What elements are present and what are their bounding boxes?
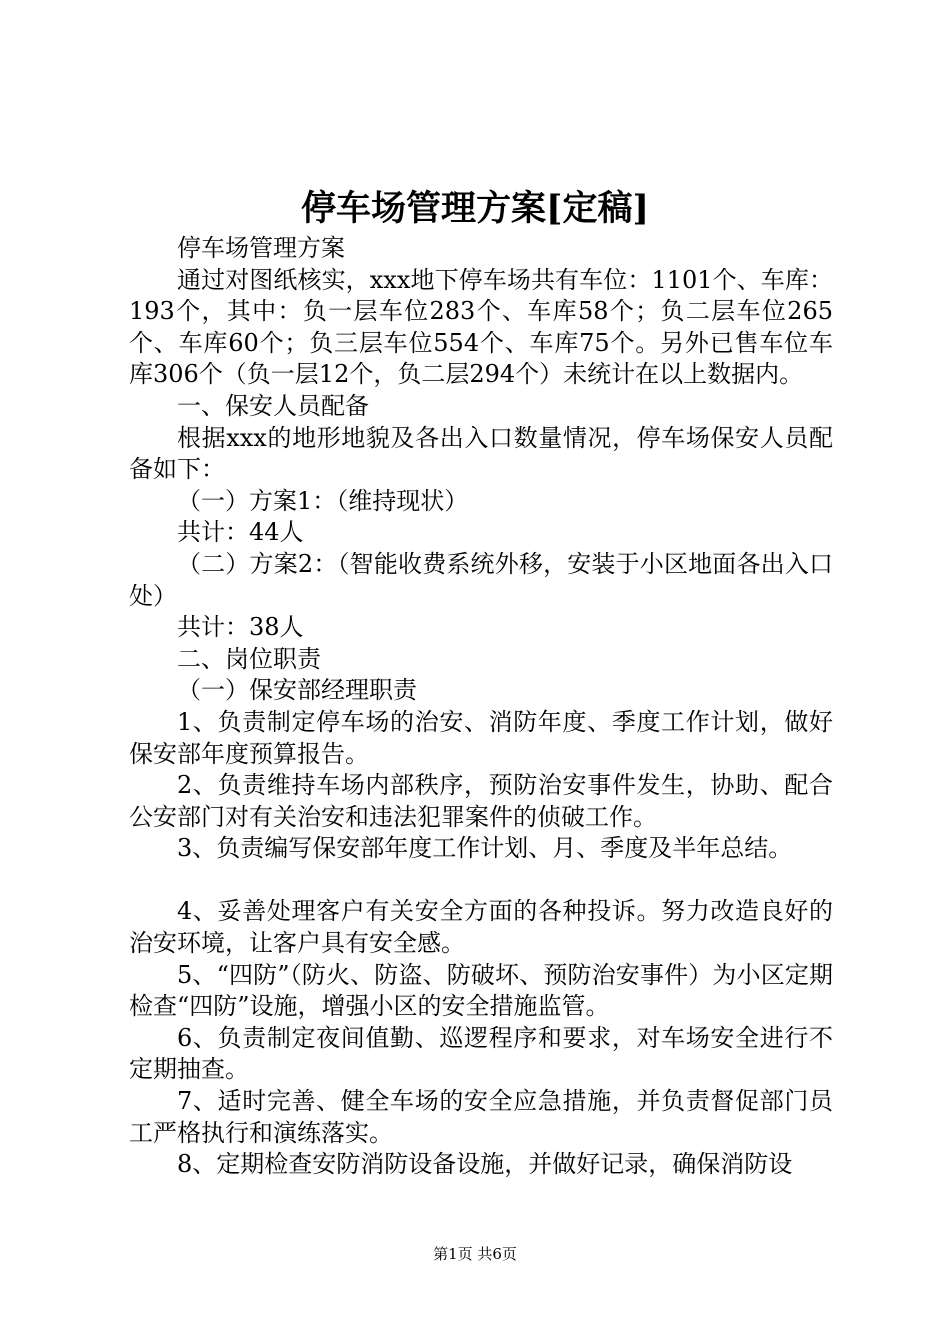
duty-item-6: 6、负责制定夜间值勤、巡逻程序和要求，对车场安全进行不定期抽查。 bbox=[129, 1023, 833, 1084]
plan-1-total: 共计：44人 bbox=[177, 518, 304, 547]
plan-1-heading: （一）方案1：（维持现状） bbox=[177, 486, 469, 515]
page-number-footer: 第1页 共6页 bbox=[433, 1245, 517, 1263]
document-title: 停车场管理方案[定稿] bbox=[300, 188, 650, 229]
duty-item-3: 3、负责编写保安部年度工作计划、月、季度及半年总结。 bbox=[177, 834, 793, 863]
duty-item-2: 2、负责维持车场内部秩序，预防治安事件发生，协助、配合公安部门对有关治安和违法犯罪案件的侦破工作。 bbox=[129, 771, 833, 831]
duty-item-8: 8、定期检查安防消防设备设施，并做好记录，确保消防设 bbox=[177, 1150, 793, 1179]
plan-2-heading: （二）方案2：（智能收费系统外移，安装于小区地面各出入口处） bbox=[129, 549, 833, 610]
heading-manager-duties: （一）保安部经理职责 bbox=[177, 676, 417, 705]
duty-item-7: 7、适时完善、健全车场的安全应急措施，并负责督促部门员工严格执行和演练落实。 bbox=[129, 1087, 833, 1147]
plan-2-total: 共计：38人 bbox=[177, 613, 304, 642]
heading-duties: 二、岗位职责 bbox=[177, 644, 321, 673]
duty-item-4: 4、妥善处理客户有关安全方面的各种投诉。努力改造良好的治安环境，让客户具有安全感。 bbox=[129, 897, 833, 958]
paragraph-subtitle: 停车场管理方案 bbox=[177, 234, 345, 262]
duty-item-1: 1、负责制定停车场的治安、消防年度、季度工作计划，做好保安部年度预算报告。 bbox=[129, 707, 833, 768]
paragraph-staffing-intro: 根据xxx的地形地貌及各出入口数量情况，停车场保安人员配备如下： bbox=[129, 423, 833, 484]
heading-staffing: 一、保安人员配备 bbox=[177, 391, 369, 420]
paragraph-overview: 通过对图纸核实，xxx地下停车场共有车位：1101个、车库：193个，其中：负一层车位283个、车库58个；负二层车位265个、车库60个；负三层车位554个、车库75个。另外已售车位车库306个（负一层12个，负二层294个）未统计在以上数据内。 bbox=[129, 265, 833, 389]
duty-item-5: 5、“四防”（防火、防盗、防破坏、预防治安事件）为小区定期检查“四防”设施，增强小区的安全措施监管。 bbox=[129, 960, 833, 1021]
document-body bbox=[129, 233, 833, 1181]
